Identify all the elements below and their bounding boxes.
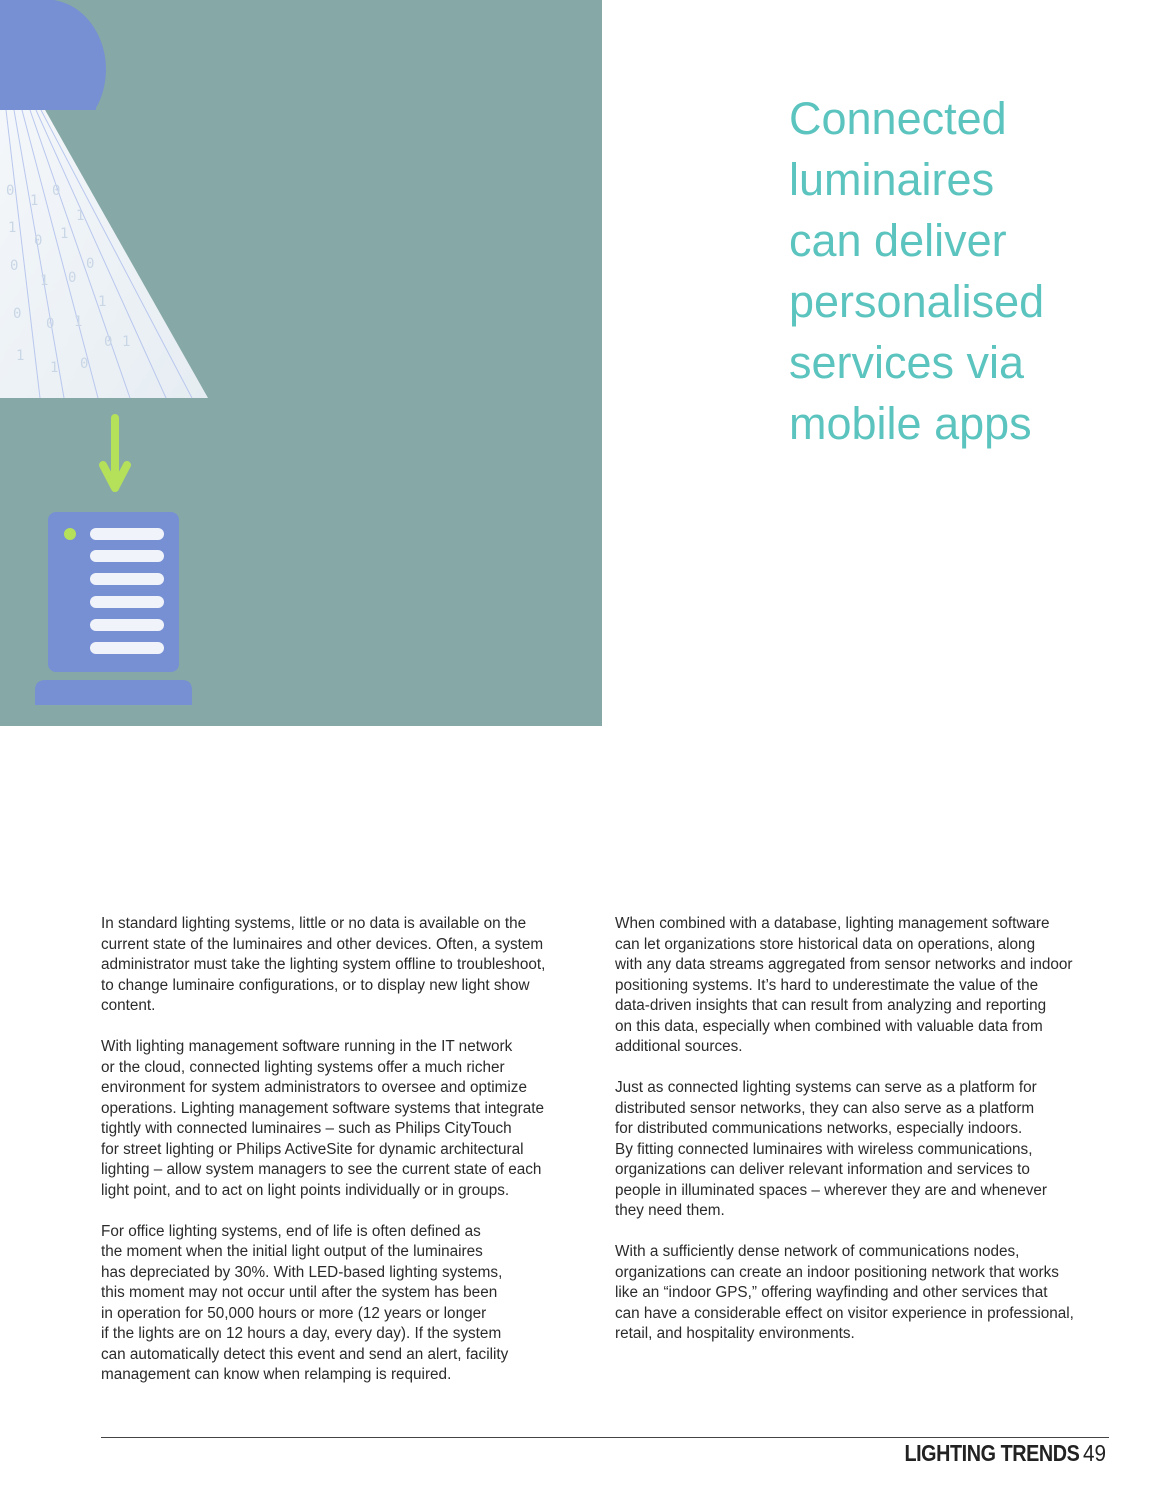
text-line: tightly with connected luminaires – such as Philips CityTouch [101,1120,512,1137]
text-line: positioning systems. It’s hard to underestimate the value of the [615,976,1039,994]
body-column-right [615,914,1115,1365]
text-line: content. [101,997,156,1014]
text-line: or the cloud, connected lighting systems offer a much richer [101,1058,505,1076]
svg-text:0: 0 [34,233,43,249]
svg-text:1: 1 [60,226,69,242]
text-line: data-driven insights that can result from analyzing and reporting [615,997,1047,1014]
pull-quote [789,88,1129,454]
svg-text:1: 1 [8,220,17,236]
text-line: With lighting management software running in the IT network [101,1038,513,1055]
pull-quote-line: luminaires [789,154,995,205]
text-line: operations. Lighting management software systems that integrate [101,1099,545,1117]
paragraph [101,1222,581,1386]
svg-text:0: 0 [10,258,19,274]
text-line: if the lights are on 12 hours a day, every day). If the system [101,1325,502,1342]
lighting-illustration [0,0,602,726]
svg-text:0: 0 [52,183,61,199]
text-line: people in illuminated spaces – wherever they are and whenever [615,1181,1047,1199]
text-line: Just as connected lighting systems can serve as a platform for [615,1079,1037,1096]
text-line: they need them. [615,1202,725,1219]
text-line: can automatically detect this event and send an alert, facility [101,1345,509,1363]
page-footer [876,1440,1109,1466]
svg-text:1: 1 [98,294,107,310]
pull-quote-line: personalised [789,276,1045,327]
paragraph [101,1037,581,1201]
text-line: additional sources. [615,1038,743,1055]
text-line: light point, and to act on light points individually or in groups. [101,1181,510,1199]
text-line: lighting – allow system managers to see the current state of each [101,1161,542,1178]
pull-quote-line: Connected [789,93,1007,144]
text-line: organizations can deliver relevant information and services to [615,1161,1030,1178]
text-line: When combined with a database, lighting management software [615,915,1050,932]
pull-quote-line: services via [789,337,1025,388]
text-line: With a sufficiently dense network of communications nodes, [615,1243,1020,1260]
text-line: can have a considerable effect on visitor experience in professional, [615,1304,1074,1322]
text-line: the moment when the initial light output of the luminaires [101,1243,483,1260]
text-line: like an “indoor GPS,” offering wayfinding and other services that [615,1284,1048,1301]
svg-text:1: 1 [50,360,59,376]
text-line: For office lighting systems, end of life is often defined as [101,1222,481,1240]
svg-text:1: 1 [74,314,83,330]
svg-text:1: 1 [16,348,25,364]
text-line: with any data streams aggregated from sensor networks and indoor [615,956,1073,973]
text-line: administrator must take the lighting system offline to troubleshoot, [101,956,546,973]
svg-text:1: 1 [122,334,131,350]
page-number: 49 [1083,1440,1107,1466]
paragraph [101,914,581,1017]
text-line: organizations can create an indoor positioning network that works [615,1263,1059,1281]
svg-text:0: 0 [13,306,22,322]
text-line: management can know when relamping is required. [101,1366,452,1383]
text-line: In standard lighting systems, little or no data is available on the [101,915,527,932]
svg-text:0: 0 [104,334,113,350]
text-line: to change luminaire configurations, or to display new light show [101,976,530,994]
paragraph [615,914,1115,1058]
text-line: for distributed communications networks, especially indoors. [615,1120,1023,1137]
footer-rule [101,1437,1109,1438]
text-line: in operation for 50,000 hours or more (12 years or longer [101,1304,487,1322]
svg-text:0: 0 [80,356,89,372]
text-line: current state of the luminaires and other devices. Often, a system [101,935,544,953]
text-line: distributed sensor networks, they can also serve as a platform [615,1099,1035,1117]
text-line: this moment may not occur until after the system has been [101,1284,498,1301]
paragraph [615,1242,1115,1345]
publication-title: LIGHTING TRENDS [904,1440,1080,1466]
svg-text:1: 1 [40,273,49,289]
svg-text:0: 0 [68,270,77,286]
text-line: for street lighting or Philips ActiveSite for dynamic architectural [101,1140,524,1158]
paragraph [615,1078,1115,1222]
text-line: retail, and hospitality environments. [615,1325,855,1342]
svg-text:0: 0 [46,316,55,332]
svg-text:0: 0 [86,256,95,272]
pull-quote-line: mobile apps [789,398,1032,449]
text-line: environment for system administrators to oversee and optimize [101,1079,527,1096]
pull-quote-line: can deliver [789,215,1007,266]
text-line: has depreciated by 30%. With LED-based lighting systems, [101,1263,503,1281]
text-line: can let organizations store historical data on operations, along [615,935,1036,953]
text-line: on this data, especially when combined with valuable data from [615,1017,1043,1035]
svg-text:0: 0 [6,183,15,199]
svg-text:1: 1 [30,193,39,209]
body-column-left [101,914,581,1406]
text-line: By fitting connected luminaires with wireless communications, [615,1140,1033,1158]
svg-text:1: 1 [76,208,85,224]
